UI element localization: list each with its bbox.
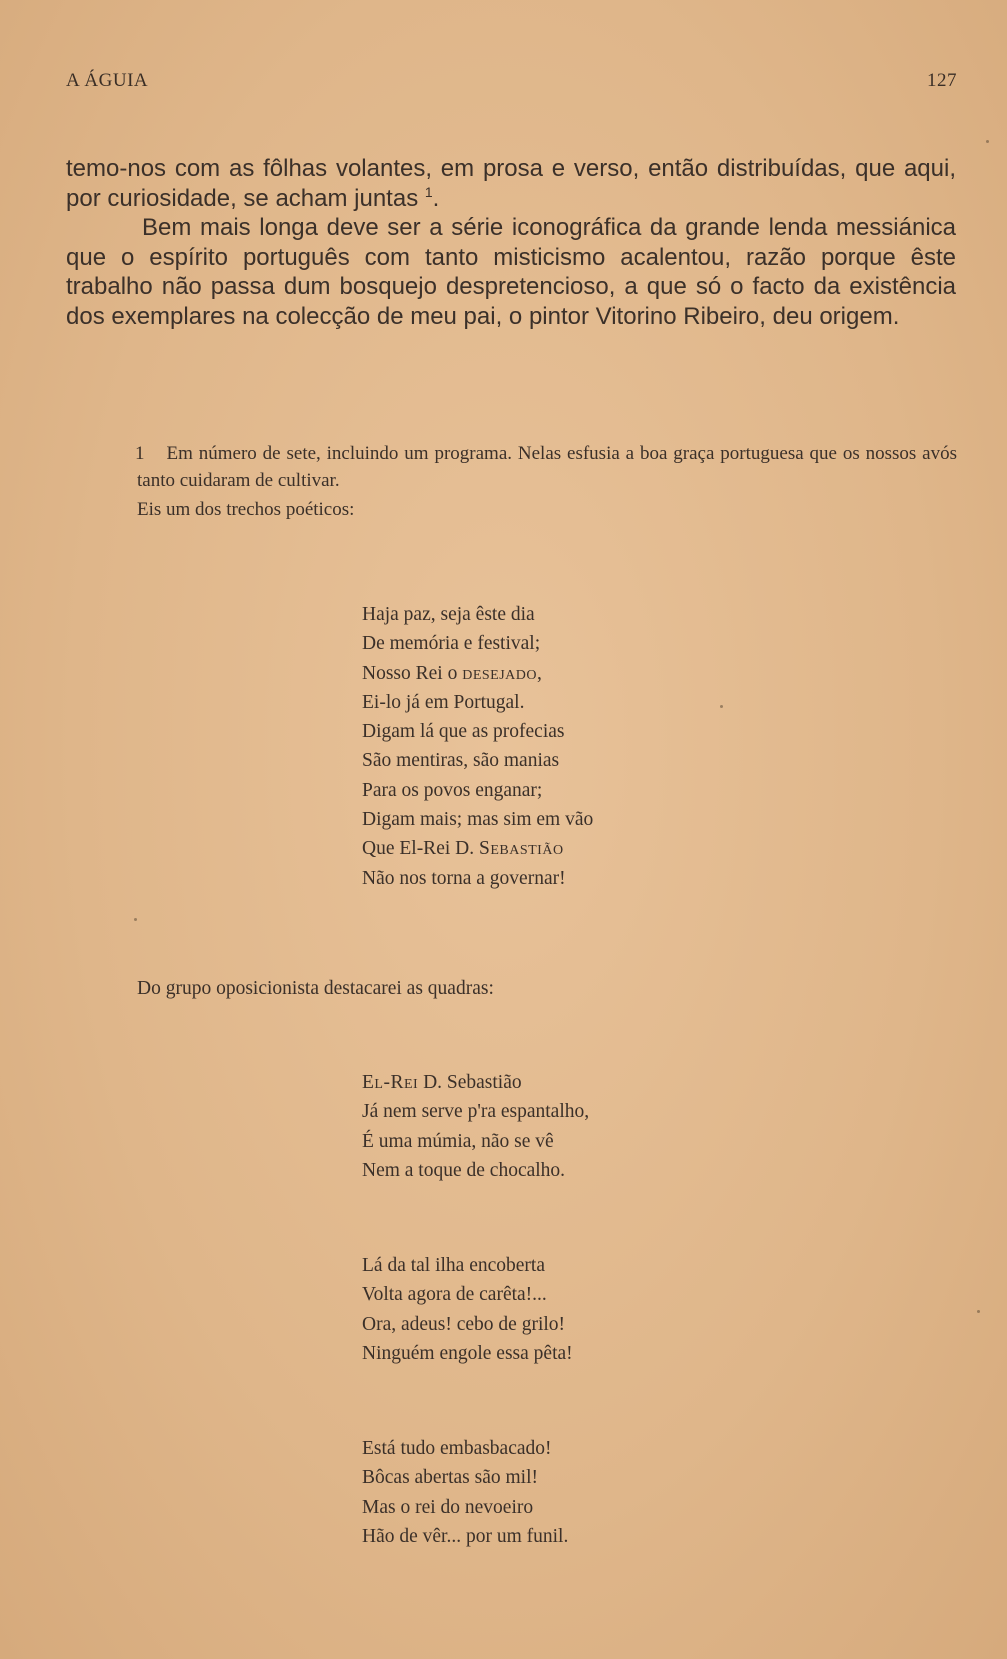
poem-line: Nosso Rei o desejado, <box>362 662 542 684</box>
poem-line: Ei-lo já em Portugal. <box>362 691 525 713</box>
section-intro: Do grupo oposicionista destacarei as quadras: <box>137 978 494 999</box>
poem-line: Bôcas abertas são mil! <box>362 1467 538 1489</box>
poem-line: São mentiras, são manias <box>362 750 560 772</box>
poem-line: É uma múmia, não se vê <box>362 1130 554 1152</box>
footnote-reference: 1 <box>424 183 433 200</box>
poem-line: El-Rei D. Sebastião <box>362 1072 522 1093</box>
poem-line: Que El-Rei D. Sebastião <box>362 838 564 860</box>
poem-line: Ora, adeus! cebo de grilo! <box>362 1313 566 1335</box>
poem-line: Está tudo embasbacado! <box>362 1438 552 1459</box>
poem-line: Nem a toque de chocalho. <box>362 1159 566 1181</box>
poem-1 <box>362 600 593 893</box>
poem-line: Digam mais; mas sim em vão <box>362 809 594 831</box>
footnote-lead: Eis um dos trechos poéticos: <box>137 499 355 520</box>
poem-line: De memória e festival; <box>362 633 541 655</box>
footnote-text: 1 Em número de sete, incluindo um programa. Nelas esfusia a boa graça portuguesa que os nossos avós tanto cuidaram de cultivar. <box>135 443 957 491</box>
paper-speck <box>977 1310 980 1313</box>
footnote <box>137 440 957 523</box>
poem-line: Haja paz, seja êste dia <box>362 604 535 625</box>
page-number: 127 <box>927 70 957 91</box>
paragraph-1: temo-nos com as fôlhas volantes, em prosa e verso, então distribuídas, que aqui, por curiosidade, se acham juntas $^1$. <box>66 155 956 212</box>
poem-line: Para os povos enganar; <box>362 779 543 801</box>
poem-line: Lá da tal ilha encoberta <box>362 1255 545 1276</box>
poem-line: Mas o rei do nevoeiro <box>362 1496 534 1518</box>
running-title: A ÁGUIA <box>66 70 149 91</box>
poem-line: Já nem serve p'ra espantalho, <box>362 1101 590 1123</box>
poem-line: Ninguém engole essa pêta! <box>362 1342 573 1364</box>
poem-line: Não nos torna a governar! <box>362 867 566 889</box>
footnote-number: 1 <box>135 443 145 464</box>
stanza-1 <box>362 1068 589 1185</box>
stanza-2 <box>362 1251 573 1368</box>
paper-speck <box>986 140 989 143</box>
running-header <box>66 70 957 92</box>
poem-line: Volta agora de carêta!... <box>362 1284 547 1306</box>
paragraph-2: Bem mais longa deve ser a série iconográfica da grande lenda messiánica que o espírito português com tanto misticismo acalentou, razão porque êste trabalho não passa dum bosquejo despretencioso, a que só o facto da existência dos exemplares na colecção de meu pai, o pintor Vitorino Ribeiro, deu origem. <box>66 214 956 330</box>
poem-line: Hão de vêr... por um funil. <box>362 1525 569 1547</box>
main-text <box>66 154 956 331</box>
paper-speck <box>134 918 137 921</box>
poem-line: Digam lá que as profecias <box>362 721 565 743</box>
stanza-3 <box>362 1434 568 1551</box>
paper-speck <box>720 705 723 708</box>
